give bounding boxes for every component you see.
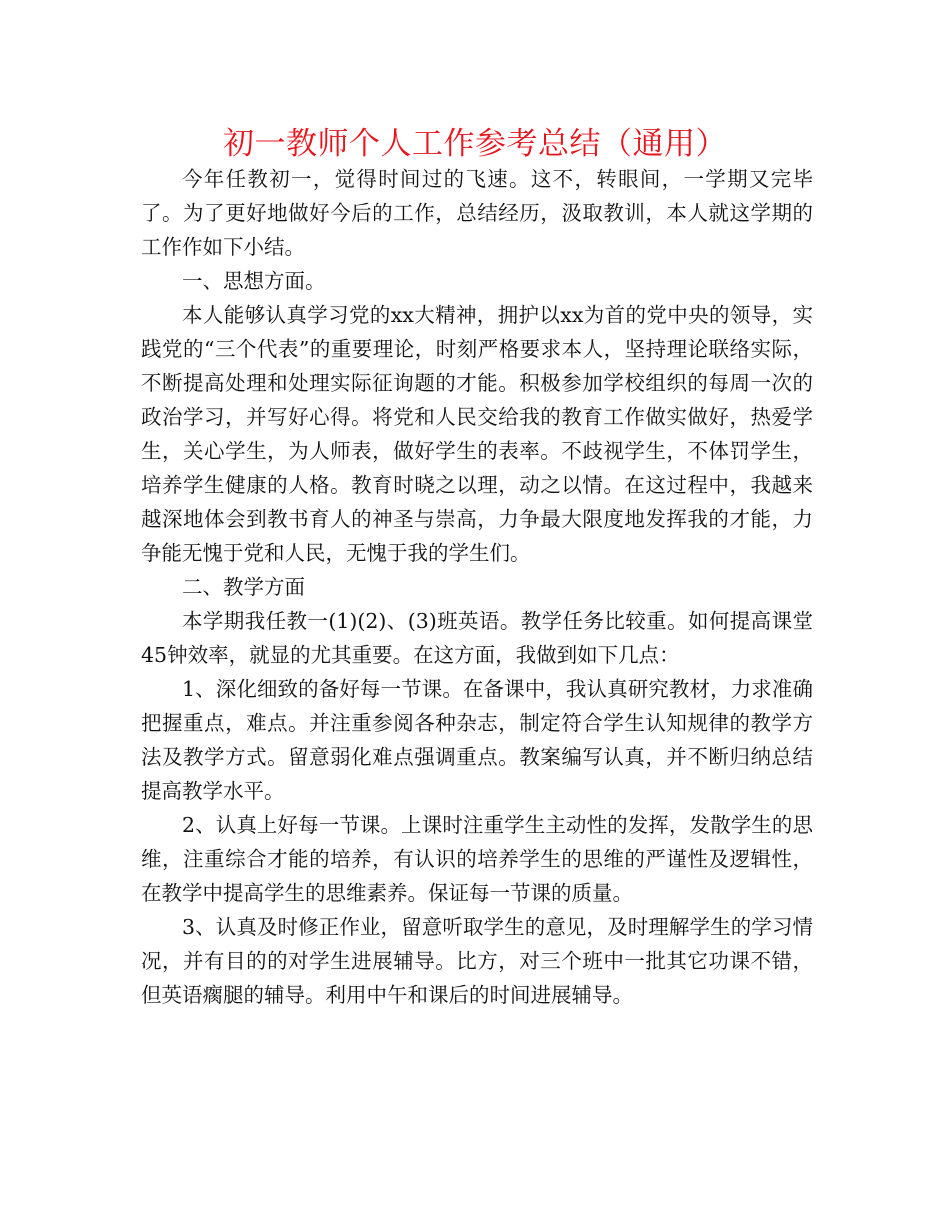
section-heading-ideology: 一、思想方面。 bbox=[182, 269, 326, 293]
document-body bbox=[141, 162, 813, 1012]
paragraph-ideology: 本人能够认真学习党的xx大精神，拥护以xx为首的党中央的领导，实践党的“三个代表”的重要理论，时刻严格要求本人，坚持理论联络实际，不断提高处理和处理实际征询题的才能。积极参加学校组织的每周一次的政治学习，并写好心得。将党和人民交给我的教育工作做实做好，热爱学生，关心学生，为人师表，做好学生的表率。不歧视学生，不体罚学生，培养学生健康的人格。教育时晓之以理，动之以情。在这过程中，我越来越深地体会到教书育人的神圣与崇高，力争最大限度地发挥我的才能，力争能无愧于党和人民，无愧于我的学生们。 bbox=[141, 303, 813, 565]
paragraph-intro: 今年任教初一，觉得时间过的飞速。这不，转眼间，一学期又完毕了。为了更好地做好今后的工作，总结经历，汲取教训，本人就这学期的工作作如下小结。 bbox=[141, 167, 813, 259]
paragraph-point-1: 1、深化细致的备好每一节课。在备课中，我认真研究教材，力求准确把握重点，难点。并注重参阅各种杂志，制定符合学生认知规律的教学方法及教学方式。留意弱化难点强调重点。教案编写认真，并不断归纳总结提高教学水平。 bbox=[141, 677, 813, 803]
paragraph-teaching-intro: 本学期我任教一(1)(2)、(3)班英语。教学任务比较重。如何提高课堂45钟效率，就显的尤其重要。在这方面，我做到如下几点： bbox=[141, 609, 813, 667]
section-heading-teaching: 二、教学方面 bbox=[182, 575, 305, 599]
paragraph-point-3: 3、认真及时修正作业，留意听取学生的意见，及时理解学生的学习情况，并有目的的对学生进展辅导。比方，对三个班中一批其它功课不错，但英语瘸腿的辅导。利用中午和课后的时间进展辅导。 bbox=[141, 915, 813, 1007]
paragraph-point-2: 2、认真上好每一节课。上课时注重学生主动性的发挥，发散学生的思维，注重综合才能的培养，有认识的培养学生的思维的严谨性及逻辑性，在教学中提高学生的思维素养。保证每一节课的质量。 bbox=[141, 813, 813, 905]
document-title: 初一教师个人工作参考总结（通用） bbox=[223, 126, 727, 162]
